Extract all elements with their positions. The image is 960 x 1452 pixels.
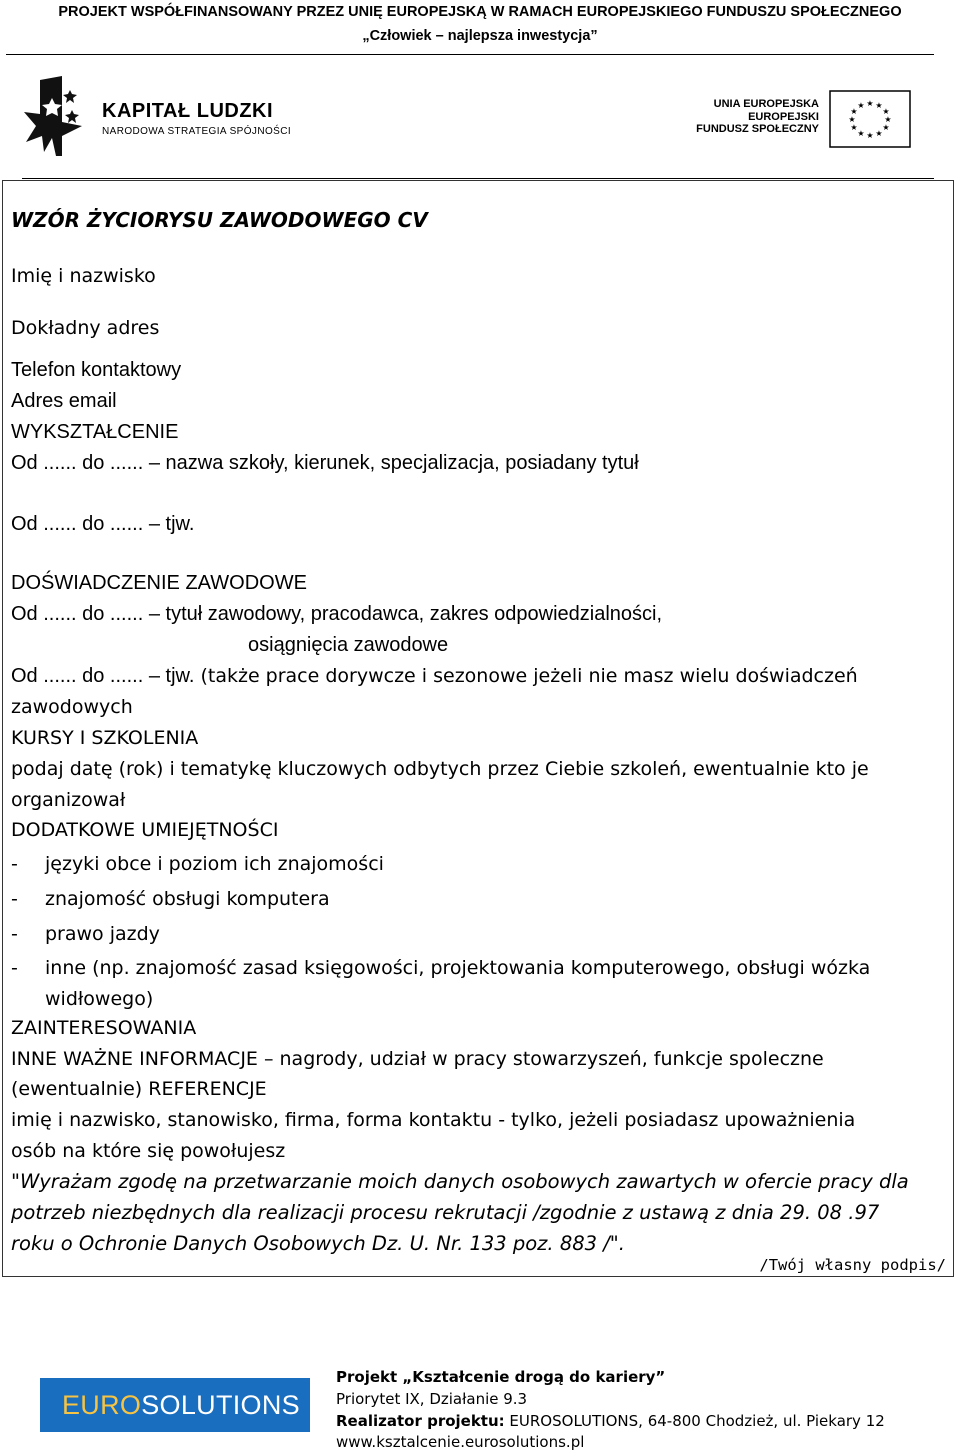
signature-placeholder: /Twój własny podpis/ xyxy=(759,1256,946,1274)
skill-dash: - xyxy=(11,923,18,945)
logo-solutions-part: SOLUTIONS xyxy=(141,1390,300,1420)
funding-header: PROJEKT WSPÓŁFINANSOWANY PRZEZ UNIĘ EUROPEJSKĄ W RAMACH EUROPEJSKIEGO FUNDUSZU SPOŁECZNEGO xyxy=(58,4,902,20)
references-text-cont: osób na które się powołujesz xyxy=(11,1140,286,1162)
courses-heading: KURSY I SZKOLENIA xyxy=(11,727,199,749)
footer-realizator-label: Realizator projektu: xyxy=(336,1412,505,1430)
other-info-heading: INNE WAŻNE INFORMACJE – nagrody, udział w pracy stowarzyszeń, funkcje spoleczne xyxy=(11,1048,824,1070)
skill-languages: języki obce i poziom ich znajomości xyxy=(45,853,384,875)
footer-realizator-value: EUROSOLUTIONS, 64-800 Chodzież, ul. Piekary 12 xyxy=(504,1412,885,1430)
svg-text:★: ★ xyxy=(875,101,883,110)
funding-slogan: „Człowiek – najlepsza inwestycja” xyxy=(362,28,598,44)
kapital-ludzki-emblem-icon xyxy=(22,76,92,156)
svg-text:★: ★ xyxy=(884,115,892,124)
experience-entry-2 xyxy=(11,664,858,688)
consent-clause-2: potrzeb niezbędnych dla realizacji procesu rekrutacji /zgodnie z ustawą z dnia 29. 08 .97 xyxy=(11,1201,880,1224)
eu-logo-line2: EUROPEJSKI xyxy=(748,110,819,123)
experience-heading: DOŚWIADCZENIE ZAWODOWE xyxy=(11,572,307,594)
skill-computer: znajomość obsługi komputera xyxy=(45,888,330,910)
svg-text:★: ★ xyxy=(882,123,890,132)
footer-project-name: Projekt „Kształcenie drogą do kariery” xyxy=(336,1368,666,1386)
experience-entry-1: Od ...... do ...... – tytuł zawodowy, pracodawca, zakres odpowiedzialności, xyxy=(11,603,663,625)
courses-text: podaj datę (rok) i tematykę kluczowych odbytych przez Ciebie szkoleń, ewentualnie kto je xyxy=(11,758,869,780)
cv-address-label: Dokładny adres xyxy=(11,317,160,339)
svg-text:★: ★ xyxy=(850,107,858,116)
experience-entry-2-cont: zawodowych xyxy=(11,696,133,718)
svg-text:★: ★ xyxy=(857,101,865,110)
consent-clause-3: roku o Ochronie Danych Osobowych Dz. U. Nr. 133 poz. 883 /". xyxy=(11,1232,625,1255)
references-heading: (ewentualnie) REFERENCJE xyxy=(11,1078,267,1100)
svg-text:★: ★ xyxy=(850,123,858,132)
eu-logo-text xyxy=(679,98,819,136)
svg-text:★: ★ xyxy=(882,107,890,116)
svg-text:★: ★ xyxy=(866,99,874,108)
experience-entry-2-note: (także prace dorywcze i sezonowe jeżeli nie masz wielu doświadczeń xyxy=(194,665,858,687)
education-entry-1: Od ...... do ...... – nazwa szkoły, kierunek, specjalizacja, posiadany tytuł xyxy=(11,452,639,474)
logo-divider xyxy=(22,178,934,179)
logo-euro-part: EURO xyxy=(62,1390,142,1420)
eu-flag-icon xyxy=(829,90,911,148)
eurosolutions-logo-text xyxy=(62,1390,300,1421)
cv-name-label: Imię i nazwisko xyxy=(11,265,156,287)
consent-clause-1: "Wyrażam zgodę na przetwarzanie moich danych osobowych zawartych w ofercie pracy dla xyxy=(11,1170,909,1193)
cv-phone-label: Telefon kontaktowy xyxy=(11,359,182,381)
eu-logo-line3: FUNDUSZ SPOŁECZNY xyxy=(696,123,819,135)
svg-text:★: ★ xyxy=(875,129,883,138)
education-heading: WYKSZTAŁCENIE xyxy=(11,421,179,443)
svg-text:★: ★ xyxy=(848,115,856,124)
kapital-ludzki-logo xyxy=(22,76,302,156)
footer-website: www.ksztalcenie.eurosolutions.pl xyxy=(336,1433,585,1451)
skill-other: inne (np. znajomość zasad księgowości, projektowania komputerowego, obsługi wózka xyxy=(45,957,871,979)
skill-dash: - xyxy=(11,853,18,875)
svg-text:★: ★ xyxy=(866,131,874,140)
skill-dash: - xyxy=(11,888,18,910)
interests-heading: ZAINTERESOWANIA xyxy=(11,1017,197,1039)
cv-title: WZÓR ŻYCIORYSU ZAWODOWEGO CV xyxy=(11,208,428,232)
cv-email-label: Adres email xyxy=(11,390,117,412)
kapital-ludzki-subtitle: NARODOWA STRATEGIA SPÓJNOŚCI xyxy=(102,126,292,137)
skills-heading: DODATKOWE UMIEJĘTNOŚCI xyxy=(11,819,279,841)
skill-dash: - xyxy=(11,957,18,979)
courses-text-cont: organizował xyxy=(11,789,126,811)
skill-other-cont: widłowego) xyxy=(45,988,154,1010)
experience-entry-2-prefix: Od ...... do ...... – tjw. xyxy=(11,665,195,687)
references-text: imię i nazwisko, stanowisko, firma, forma kontaktu - tylko, jeżeli posiadasz upoważnienia xyxy=(11,1109,856,1131)
svg-text:★: ★ xyxy=(857,129,865,138)
kapital-ludzki-title: KAPITAŁ LUDZKI xyxy=(102,100,274,122)
eurosolutions-logo xyxy=(40,1378,310,1432)
footer-realizator xyxy=(336,1412,885,1430)
skill-driving-license: prawo jazdy xyxy=(45,923,160,945)
footer-priority: Priorytet IX, Działanie 9.3 xyxy=(336,1390,528,1408)
header-divider xyxy=(6,54,934,55)
experience-entry-1-cont: osiągnięcia zawodowe xyxy=(248,634,449,656)
eu-logo-line1: UNIA EUROPEJSKA xyxy=(713,98,819,110)
education-entry-2: Od ...... do ...... – tjw. xyxy=(11,513,195,535)
eu-logo xyxy=(696,88,915,148)
